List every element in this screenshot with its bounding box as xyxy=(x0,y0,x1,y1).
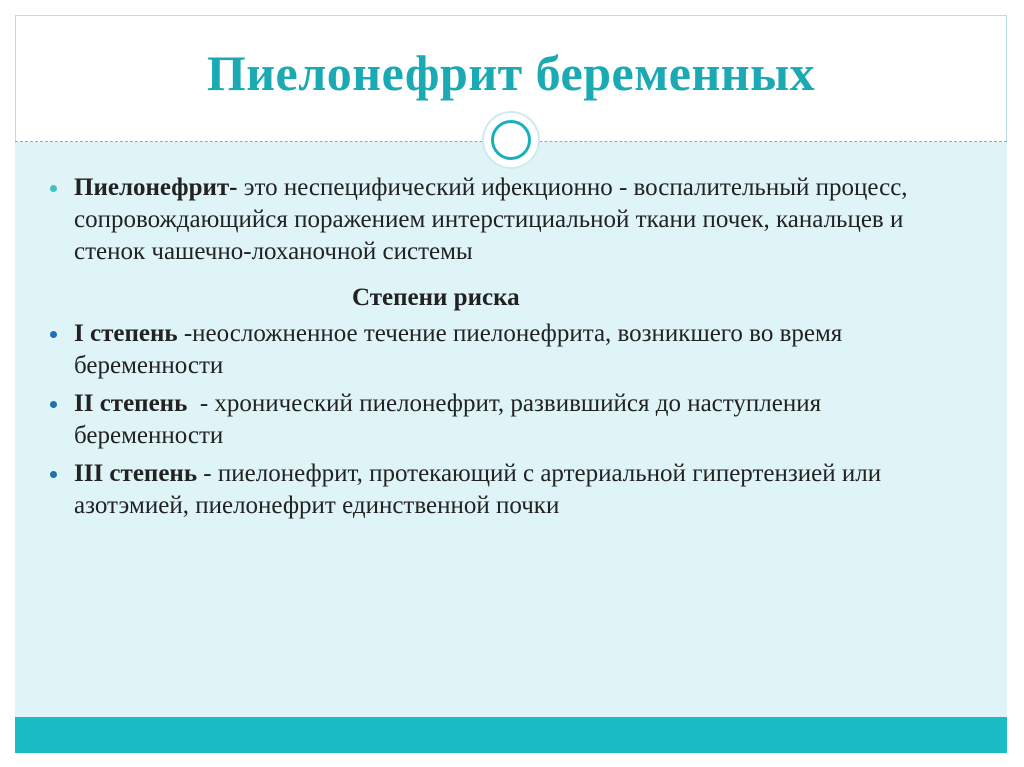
slide-body xyxy=(48,172,968,528)
risk-level-term: III степень xyxy=(74,460,198,487)
risk-level-text: - хронический пиелонефрит, развившийся до наступления беременности xyxy=(74,390,828,449)
risk-level-item xyxy=(48,388,968,452)
risk-heading: Степени риска xyxy=(352,284,520,311)
risk-level-item xyxy=(48,318,968,382)
definition-text: это неспецифический ифекционно - воспалительный процесс, сопровождающийся поражением интерстициальной ткани почек, канальцев и стенок чашечно-лоханочной системы xyxy=(74,174,908,265)
circle-ornament-icon xyxy=(484,113,538,167)
bullet-icon xyxy=(50,185,57,192)
risk-level-item xyxy=(48,458,968,522)
bullet-icon xyxy=(50,331,57,338)
risk-level-text: - пиелонефрит, протекающий с артериальной гипертензией или азотэмией, пиелонефрит единственной почки xyxy=(74,460,882,519)
bottom-bar xyxy=(15,717,1007,753)
slide-title: Пиелонефрит беременных xyxy=(206,45,816,101)
risk-level-text: -неосложненное течение пиелонефрита, возникшего во время беременности xyxy=(74,320,843,379)
risk-level-term: I степень xyxy=(74,320,178,347)
risk-level-term: II степень xyxy=(74,390,188,417)
definition-term: Пиелонефрит- xyxy=(74,174,238,201)
definition-item xyxy=(48,172,968,268)
bullet-icon xyxy=(50,401,57,408)
circle-ornament-inner xyxy=(491,120,531,160)
bullet-icon xyxy=(50,471,57,478)
